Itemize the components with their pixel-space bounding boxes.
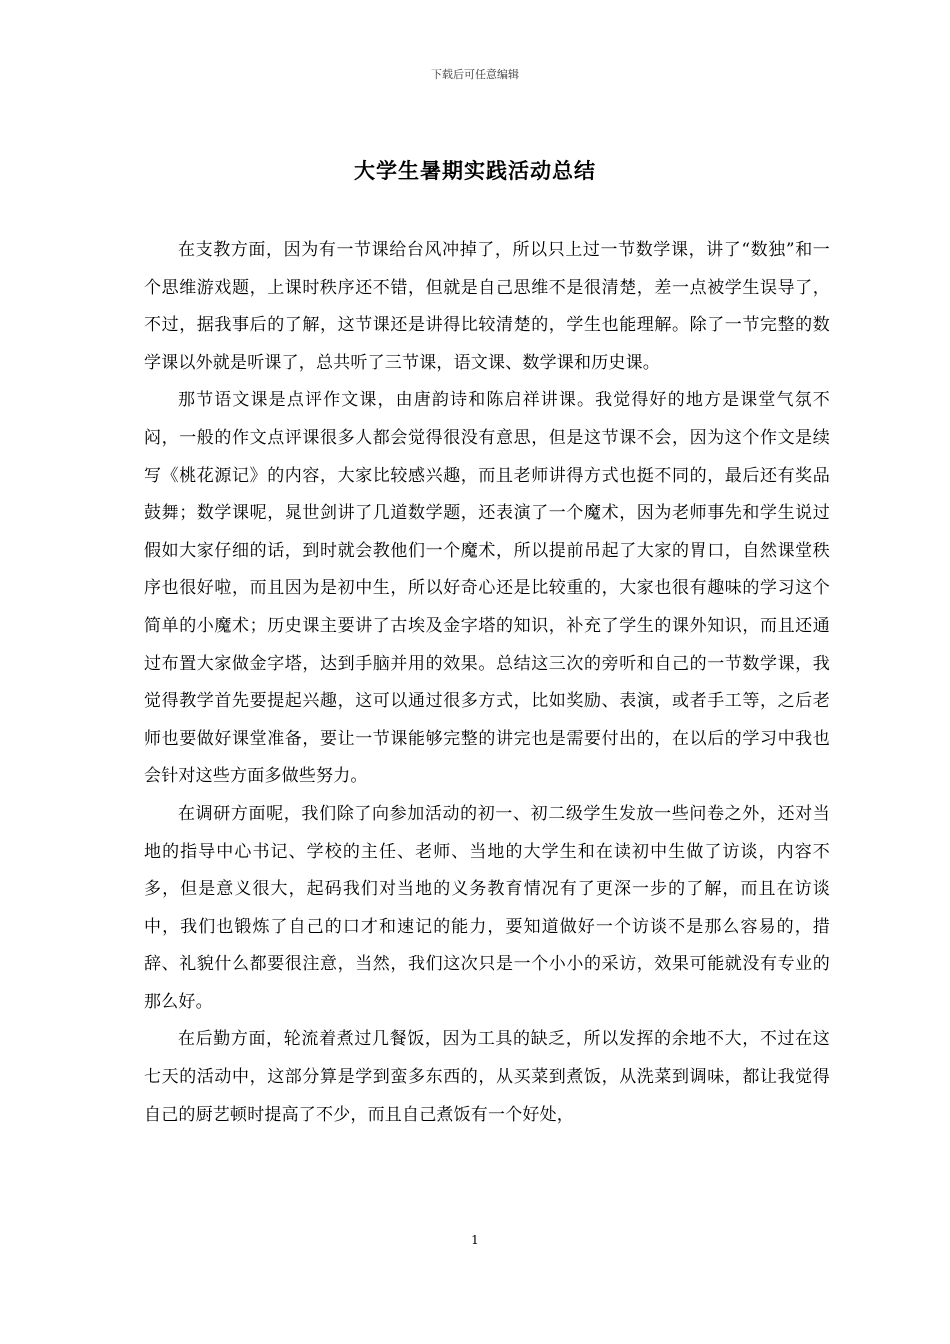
paragraph-chinese-class: 那节语文课是点评作文课，由唐韵诗和陈启祥讲课。我觉得好的地方是课堂气氛不闷，一般的作文点评课很多人都会觉得很没有意思，但是这节课不会，因为这个作文是续写《桃花源记》的内容，大家比较感兴趣，而且老师讲得方式也挺不同的，最后还有奖品鼓舞；数学课呢，晁世剑讲了几道数学题，还表演了一个魔术，因为老师事先和学生说过假如大家仔细的话，到时就会教他们一个魔术，所以提前吊起了大家的胃口，自然课堂秩序也很好啦，而且因为是初中生，所以好奇心还是比较重的，大家也很有趣味的学习这个简单的小魔术；历史课主要讲了古埃及金字塔的知识，补充了学生的课外知识，而且还通过布置大家做金字塔，达到手脑并用的效果。总结这三次的旁听和自己的一节数学课，我觉得教学首先要提起兴趣，这可以通过很多方式，比如奖励、表演，或者手工等，之后老师也要做好课堂准备，要让一节课能够完整的讲完也是需要付出的，在以后的学习中我也会针对这些方面多做些努力。 — [144, 390, 830, 787]
header-note: 下载后可任意编辑 — [431, 68, 519, 81]
paragraph-teaching: 在支教方面，因为有一节课给台风冲掉了，所以只上过一节数学课，讲了“数独”和一个思维游戏题，上课时秩序还不错，但就是自己思维不是很清楚，差一点被学生误导了，不过，据我事后的了解，这节课还是讲得比较清楚的，学生也能理解。除了一节完整的数学课以外就是听课了，总共听了三节课，语文课、数学课和历史课。 — [144, 240, 830, 373]
page-number: 1 — [471, 1233, 479, 1247]
document-body — [144, 232, 830, 1134]
paragraph-logistics: 在后勤方面，轮流着煮过几餐饭，因为工具的缺乏，所以发挥的余地不大，不过在这七天的活动中，这部分算是学到蛮多东西的，从买菜到煮饭，从洗菜到调味，都让我觉得自己的厨艺顿时提高了不少，而且自己煮饭有一个好处， — [144, 1029, 830, 1125]
paragraph-research: 在调研方面呢，我们除了向参加活动的初一、初二级学生发放一些问卷之外，还对当地的指导中心书记、学校的主任、老师、当地的大学生和在读初中生做了访谈，内容不多，但是意义很大，起码我们对当地的义务教育情况有了更深一步的了解，而且在访谈中，我们也锻炼了自己的口才和速记的能力，要知道做好一个访谈不是那么容易的，措辞、礼貌什么都要很注意，当然，我们这次只是一个小小的采访，效果可能就没有专业的那么好。 — [144, 803, 830, 1012]
document-title: 大学生暑期实践活动总结 — [354, 158, 596, 183]
